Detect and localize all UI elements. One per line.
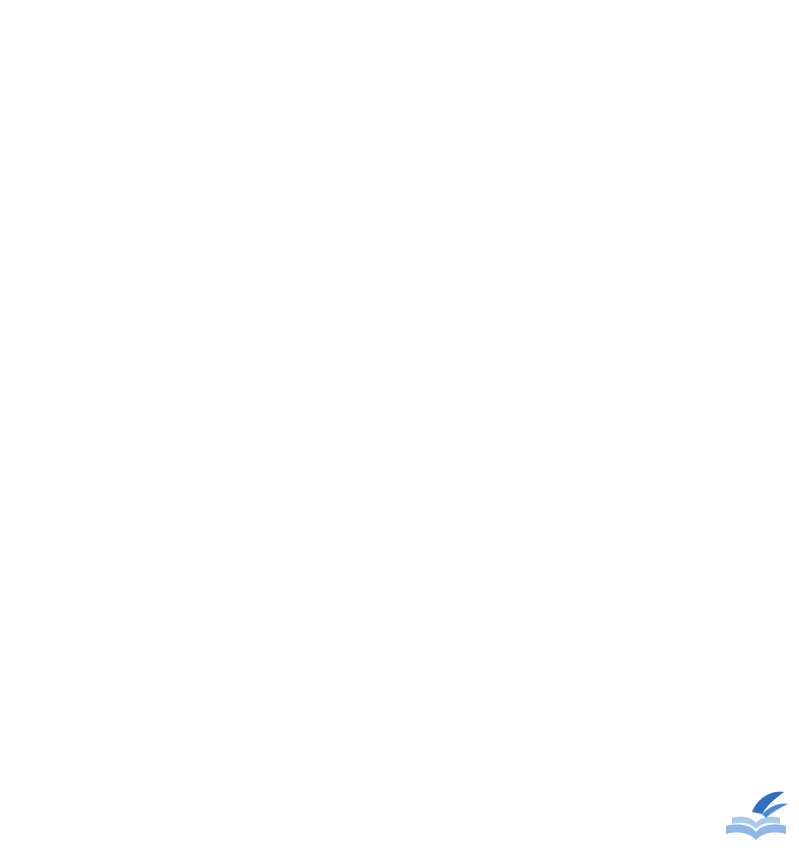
book-wing-logo-icon [718,782,794,858]
